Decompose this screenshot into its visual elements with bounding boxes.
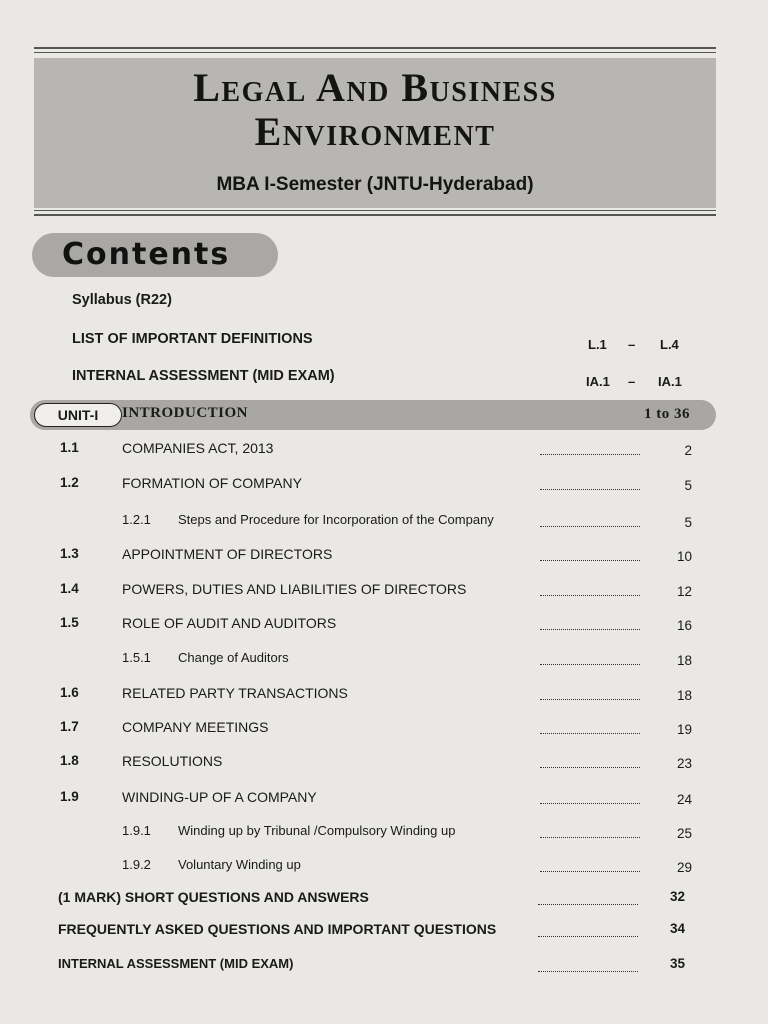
dot-leader [540,619,640,630]
definitions-range-from: L.1 [588,337,607,352]
dot-leader [540,757,640,768]
page-number: 32 [670,889,686,904]
section-number: 1.6 [60,685,79,700]
contents-heading-pill [32,233,278,277]
toc-subentry [0,650,768,670]
toc-entry [0,475,768,495]
dot-leader [540,723,640,734]
page-number: 34 [670,921,686,936]
section-title: Winding up by Tribunal /Compulsory Winding up [178,823,456,838]
book-subtitle: MBA I-Semester (JNTU-Hyderabad) [216,174,534,195]
page-number: 29 [676,860,692,875]
toc-entry [0,615,768,635]
title-banner [34,58,716,208]
section-number: 1.9.2 [122,857,151,872]
section-title: POWERS, DUTIES AND LIABILITIES OF DIRECTORS [122,581,467,597]
dot-leader [540,479,640,490]
section-title: Steps and Procedure for Incorporation of the Company [178,512,494,527]
toc-subentry [0,857,768,877]
section-title: RELATED PARTY TRANSACTIONS [122,685,348,701]
dot-leader [540,793,640,804]
dot-leader [540,861,640,872]
toc-subentry [0,512,768,532]
section-number: 1.2 [60,475,79,490]
dot-leader [540,444,640,455]
end-item-label: INTERNAL ASSESSMENT (MID EXAM) [58,956,294,971]
page-number: 18 [676,653,692,668]
ia-range-dash: – [628,374,636,389]
front-item-syllabus: Syllabus (R22) [72,292,172,308]
section-title: COMPANY MEETINGS [122,719,269,735]
toc-entry [0,753,768,773]
end-item-internal-assessment [58,956,686,971]
dot-leader [540,516,640,527]
end-item-short-questions [58,889,686,905]
end-item-faq [58,921,686,937]
page-number: 16 [676,618,692,633]
top-rule-thin [34,52,716,53]
definitions-range-to: L.4 [660,337,679,352]
dot-leader [540,585,640,596]
page-number: 10 [676,549,692,564]
section-number: 1.2.1 [122,512,151,527]
toc-entry [0,440,768,460]
section-title: Voluntary Winding up [178,857,301,872]
dot-leader [538,961,638,972]
toc-entry [0,546,768,566]
section-number: 1.9 [60,789,79,804]
section-number: 1.3 [60,546,79,561]
section-title: Change of Auditors [178,650,289,665]
section-title: RESOLUTIONS [122,753,223,769]
unit-title: INTRODUCTION [122,405,249,421]
section-number: 1.7 [60,719,79,734]
definitions-range-dash: – [628,337,636,352]
section-number: 1.5.1 [122,650,151,665]
section-number: 1.8 [60,753,79,768]
dot-leader [540,827,640,838]
unit-header-bar [30,400,716,430]
dot-leader [540,654,640,665]
section-number: 1.1 [60,440,79,455]
page-number: 35 [670,956,686,971]
toc-subentry [0,823,768,843]
toc-entry [0,581,768,601]
page-number: 18 [676,688,692,703]
ia-range-to: IA.1 [658,374,682,389]
top-rule [34,47,716,49]
end-item-label: (1 MARK) SHORT QUESTIONS AND ANSWERS [58,889,369,905]
contents-heading: Contents [62,237,231,272]
front-item-definitions: LIST OF IMPORTANT DEFINITIONS [72,331,313,347]
page-number: 5 [684,478,692,493]
toc-entry [0,685,768,705]
page-number: 2 [684,443,692,458]
dot-leader [538,926,638,937]
bottom-rule-thin [34,210,716,211]
unit-label: UNIT-I [34,403,122,427]
page-number: 19 [676,722,692,737]
toc-entry [0,789,768,809]
ia-range-from: IA.1 [586,374,610,389]
section-number: 1.9.1 [122,823,151,838]
section-title: APPOINTMENT OF DIRECTORS [122,546,333,562]
section-number: 1.5 [60,615,79,630]
page-number: 12 [676,584,692,599]
unit-page-range: 1 to 36 [644,406,690,422]
page-number: 25 [676,826,692,841]
dot-leader [540,550,640,561]
title-line-2: Environment [254,109,496,154]
section-title: FORMATION OF COMPANY [122,475,302,491]
toc-entry [0,719,768,739]
section-title: COMPANIES ACT, 2013 [122,440,274,456]
front-item-internal-assessment: INTERNAL ASSESSMENT (MID EXAM) [72,368,335,384]
section-title: WINDING-UP OF A COMPANY [122,789,317,805]
dot-leader [538,894,638,905]
section-title: ROLE OF AUDIT AND AUDITORS [122,615,337,631]
dot-leader [540,689,640,700]
section-number: 1.4 [60,581,79,596]
bottom-rule [34,214,716,216]
page-number: 5 [684,515,692,530]
end-item-label: FREQUENTLY ASKED QUESTIONS AND IMPORTANT QUESTIONS [58,921,497,937]
page-number: 24 [676,792,692,807]
page-number: 23 [676,756,692,771]
title-line-1: Legal And Business [193,65,557,110]
book-title [34,66,716,154]
